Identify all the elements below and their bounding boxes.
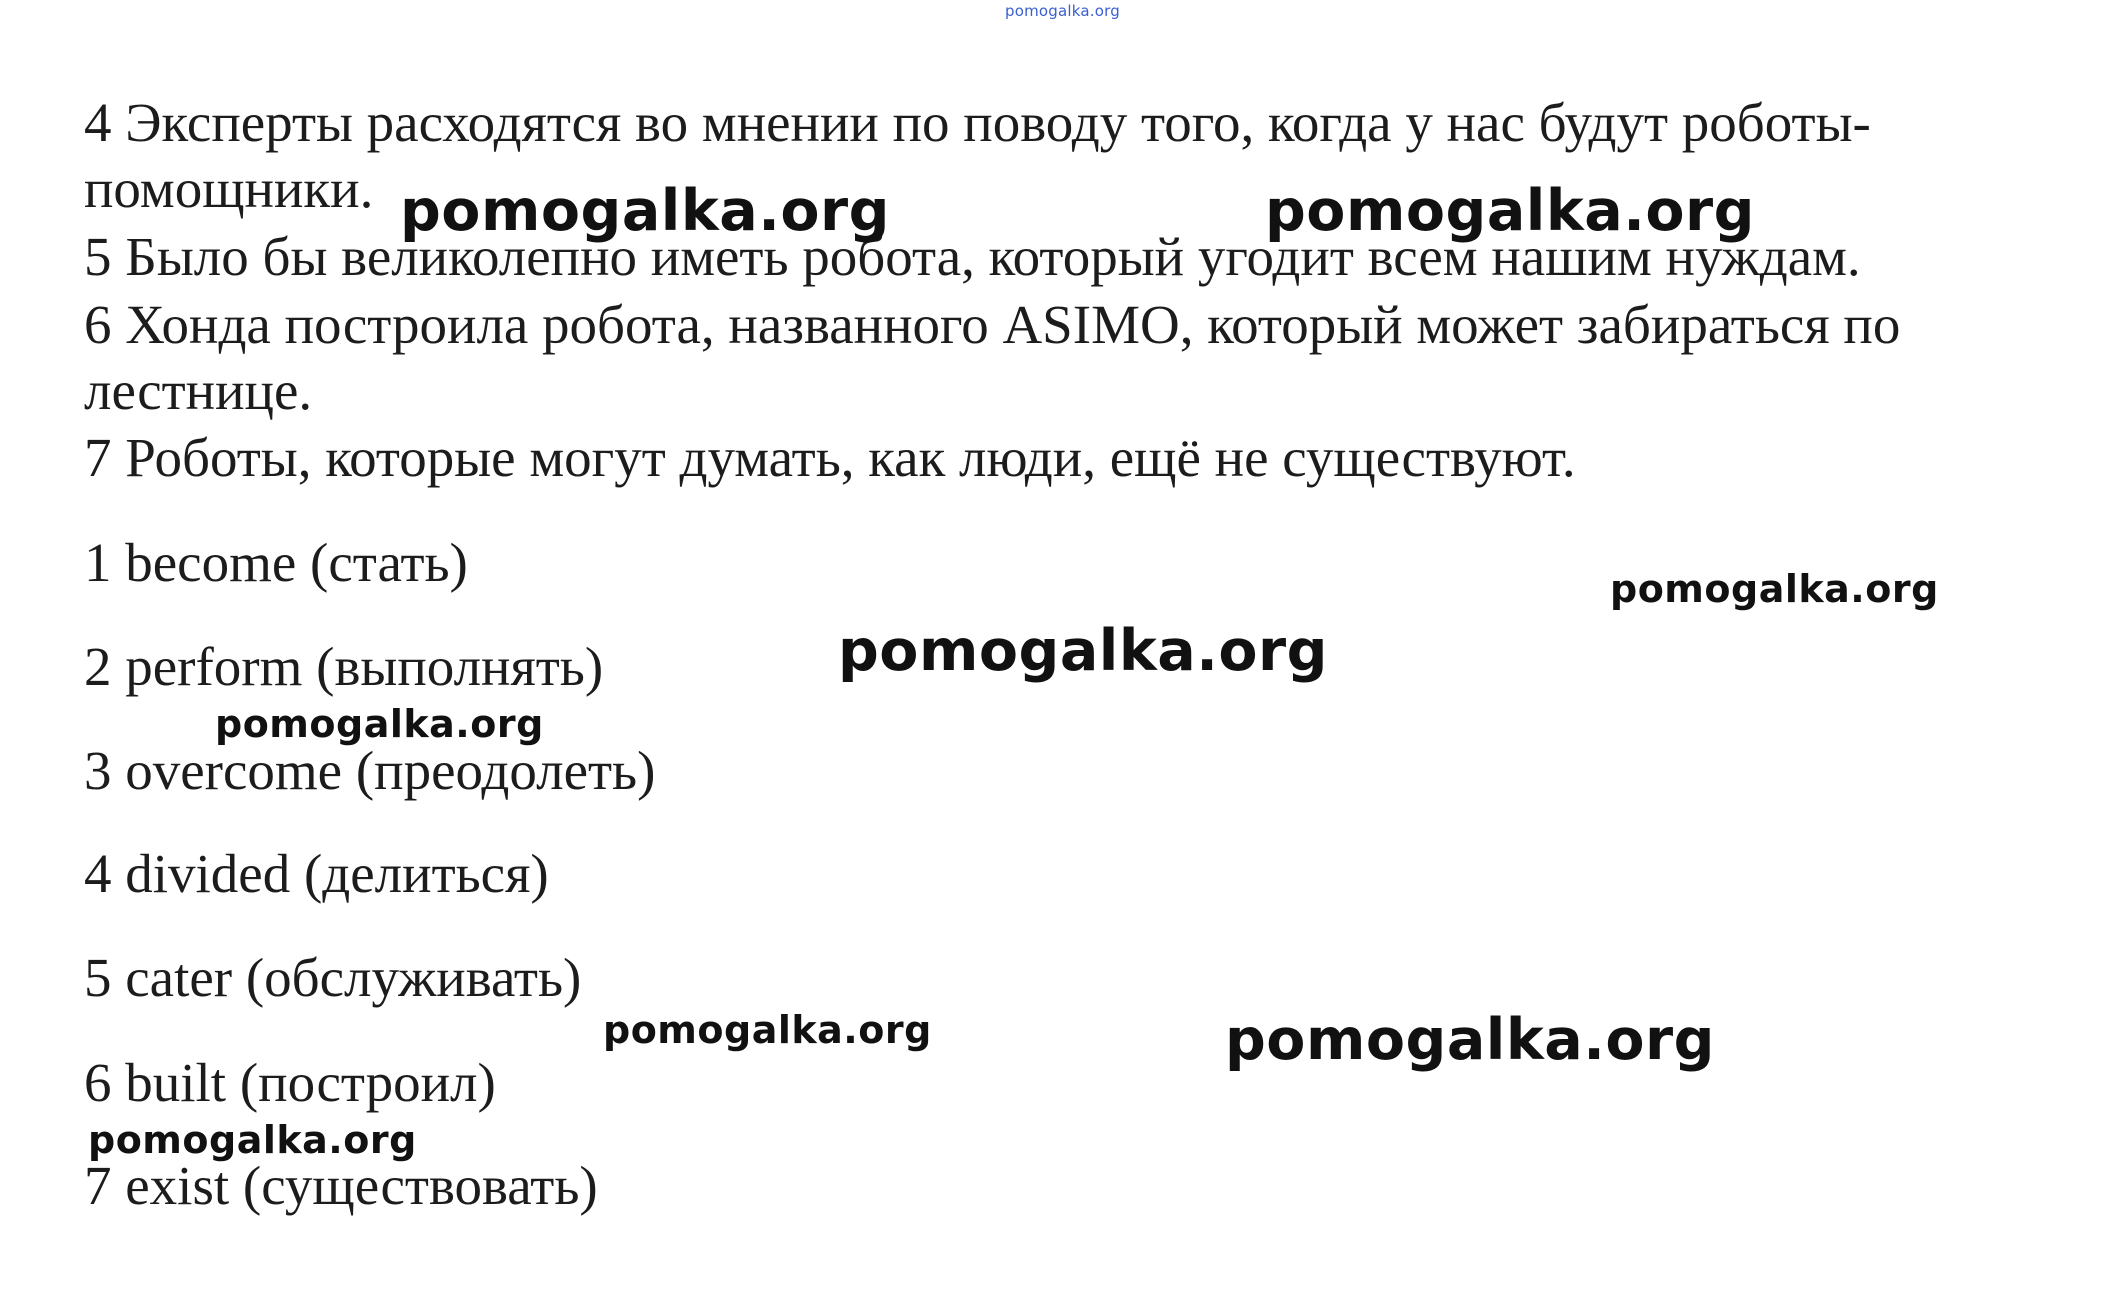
sentence-line: 5 Было бы великолепно иметь робота, который угодит всем нашим нуждам.	[84, 226, 1861, 287]
sentence-line: 6 Хонда построила робота, названного ASIMO, который может забираться по	[84, 294, 1901, 355]
watermark: pomogalka.org	[603, 1008, 932, 1052]
watermark: pomogalka.org	[88, 1118, 417, 1162]
top-watermark: pomogalka.org	[1005, 2, 1120, 20]
watermark: pomogalka.org	[215, 702, 544, 746]
word-item: 6 built (построил)	[84, 1052, 496, 1113]
word-item: 1 become (стать)	[84, 532, 468, 593]
watermark: pomogalka.org	[1225, 1007, 1715, 1073]
sentence-line: помощники.	[84, 158, 374, 219]
word-item: 5 cater (обслуживать)	[84, 947, 582, 1008]
word-item: 7 exist (существовать)	[84, 1155, 598, 1216]
word-item: 3 overcome (преодолеть)	[84, 740, 656, 801]
watermark: pomogalka.org	[1265, 178, 1755, 244]
watermark: pomogalka.org	[1610, 567, 1939, 611]
word-item: 4 divided (делиться)	[84, 843, 549, 904]
sentence-line: лестнице.	[84, 360, 313, 421]
watermark: pomogalka.org	[838, 618, 1328, 684]
word-item: 2 perform (выполнять)	[84, 636, 604, 697]
sentence-line: 4 Эксперты расходятся во мнении по поводу того, когда у нас будут роботы-	[84, 92, 1871, 153]
sentence-line: 7 Роботы, которые могут думать, как люди, ещё не существуют.	[84, 427, 1576, 488]
watermark: pomogalka.org	[400, 178, 890, 244]
